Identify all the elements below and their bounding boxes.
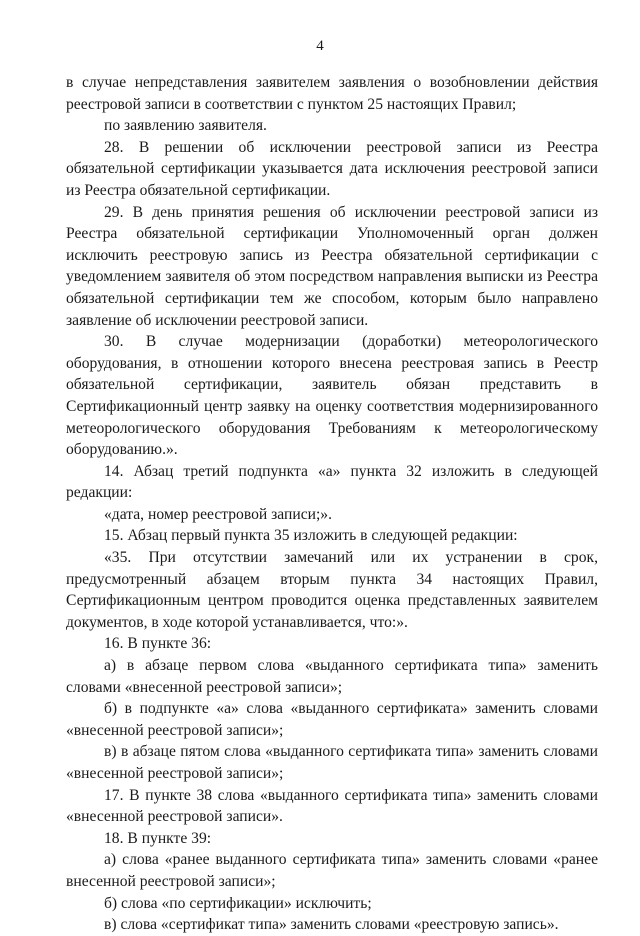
paragraph-4: 29. В день принятия решения об исключении реестровой записи из Реестра обязательной сертификации Уполномоченный орган должен исключить реестровую запись из Реестра обязательной сертификации с уведомлением заявителя об этом посредством направления выписки из Реестра обязательной сертификации тем же способом, которым было направлено заявление об исключении реестровой записи. bbox=[66, 203, 598, 329]
paragraph-2: по заявлению заявителя. bbox=[104, 117, 267, 135]
page-number: 4 bbox=[316, 38, 324, 54]
paragraph-18: в) слова «сертификат типа» заменить словами «реестровую запись». bbox=[104, 916, 559, 934]
paragraph-1: в случае непредставления заявителем заявления о возобновлении действия реестровой записи в соответствии с пунктом 25 настоящих Правил; bbox=[66, 74, 598, 113]
paragraph-8: 15. Абзац первый пункта 35 изложить в следующей редакции: bbox=[104, 527, 518, 545]
paragraph-10: 16. В пункте 36: bbox=[104, 635, 212, 653]
paragraph-12: б) в подпункте «а» слова «выданного сертификата» заменить словами «внесенной реестровой записи»; bbox=[66, 700, 598, 739]
paragraph-16: а) слова «ранее выданного сертификата типа» заменить словами «ранее внесенной реестровой записи»; bbox=[66, 851, 598, 890]
paragraph-17: б) слова «по сертификации» исключить; bbox=[104, 894, 372, 912]
paragraph-6: 14. Абзац третий подпункта «а» пункта 32 изложить в следующей редакции: bbox=[66, 462, 598, 502]
paragraph-11: а) в абзаце первом слова «выданного сертификата типа» заменить словами «внесенной реестровой записи»; bbox=[66, 657, 598, 696]
paragraph-3: 28. В решении об исключении реестровой записи из Реестра обязательной сертификации указывается дата исключения реестровой записи из Реестра обязательной сертификации. bbox=[66, 138, 598, 199]
paragraph-5: 30. В случае модернизации (доработки) метеорологического оборудования, в отношении которого внесена реестровая запись в Реестр обязательной сертификации, заявитель обязан представить в Сертификационный центр заявку на оценку соответствия модернизированного метеорологического оборудования Требованиям к метеорологическому оборудованию.». bbox=[66, 333, 598, 459]
paragraph-15: 18. В пункте 39: bbox=[104, 829, 212, 847]
paragraph-14: 17. В пункте 38 слова «выданного сертификата типа» заменить словами «внесенной реестровой записи». bbox=[66, 786, 598, 826]
paragraph-7: «дата, номер реестровой записи;». bbox=[104, 505, 333, 523]
paragraph-9: «35. При отсутствии замечаний или их устранении в срок, предусмотренный абзацем вторым пункта 34 настоящих Правил, Сертификационным центром проводится оценка представленных заявителем документов, в ходе которой устанавливается, что:». bbox=[66, 549, 598, 631]
body-text bbox=[66, 72, 598, 936]
paragraph-13: в) в абзаце пятом слова «выданного сертификата типа» заменить словами «внесенной реестровой записи»; bbox=[66, 743, 598, 782]
